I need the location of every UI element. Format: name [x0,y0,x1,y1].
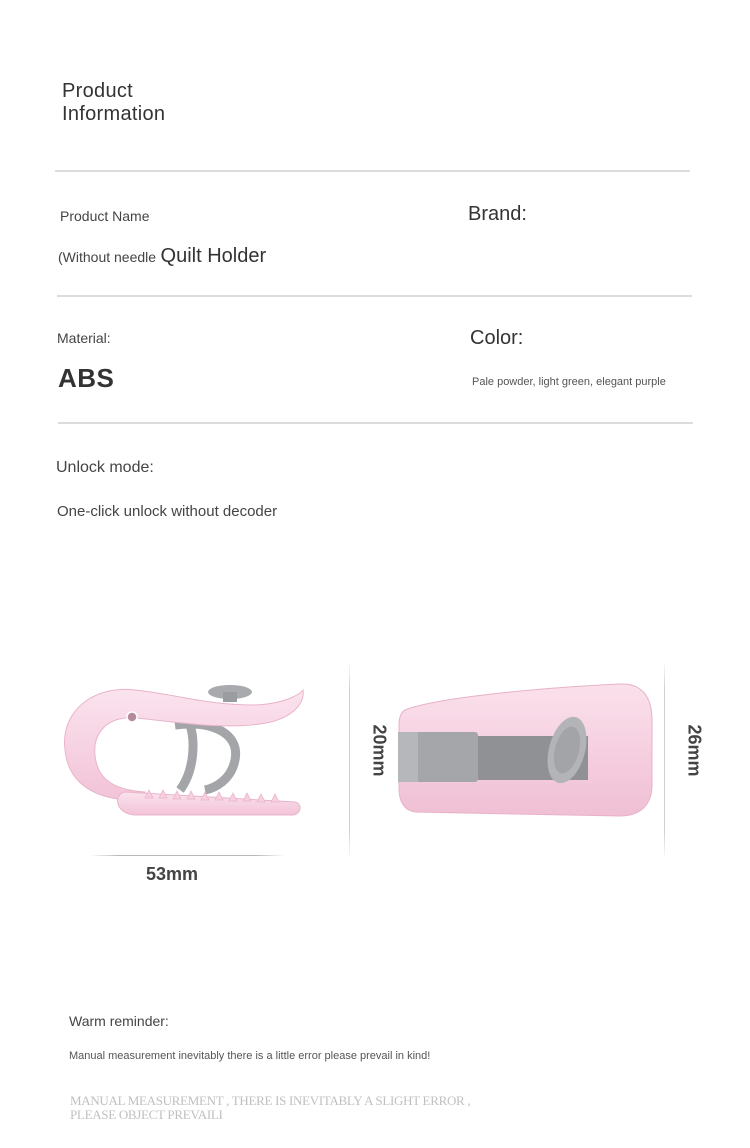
color-label: Color: [470,327,524,349]
inner-height-dimension: 20mm [369,724,390,777]
divider [57,295,692,297]
dimension-line [664,660,665,860]
page-title [62,80,165,126]
material-label: Material: [57,330,111,346]
page-title-line1: Product [62,80,134,102]
product-name-main: Quilt Holder [160,245,267,267]
unlock-label: Unlock mode: [56,459,154,476]
reminder-label: Warm reminder: [69,1013,169,1029]
color-value: Pale powder, light green, elegant purple [472,376,666,388]
divider [58,422,693,424]
brand-label: Brand: [468,203,527,225]
width-dimension: 53mm [146,864,199,884]
page-title-line2: Information [62,103,166,125]
reminder-caps-line1: MANUAL MEASUREMENT , THERE IS INEVITABLY A SLIGHT ERROR , [70,1093,471,1108]
dimension-line [349,660,350,860]
reminder-caps-line2: PLEASE OBJECT PREVAILI [70,1107,223,1122]
outer-height-dimension: 26mm [684,724,705,777]
clip-side-view-image [55,680,310,825]
product-name-prefix: (Without needle [58,249,157,265]
width-dimension-line [90,855,285,856]
product-name-label: Product Name [60,208,150,224]
unlock-value: One-click unlock without decoder [57,503,278,520]
divider [55,170,690,172]
material-value: ABS [58,363,115,393]
clip-top-view-image [395,680,657,820]
reminder-text: Manual measurement inevitably there is a little error please prevail in kind! [69,1050,431,1062]
product-name-value [58,245,266,268]
